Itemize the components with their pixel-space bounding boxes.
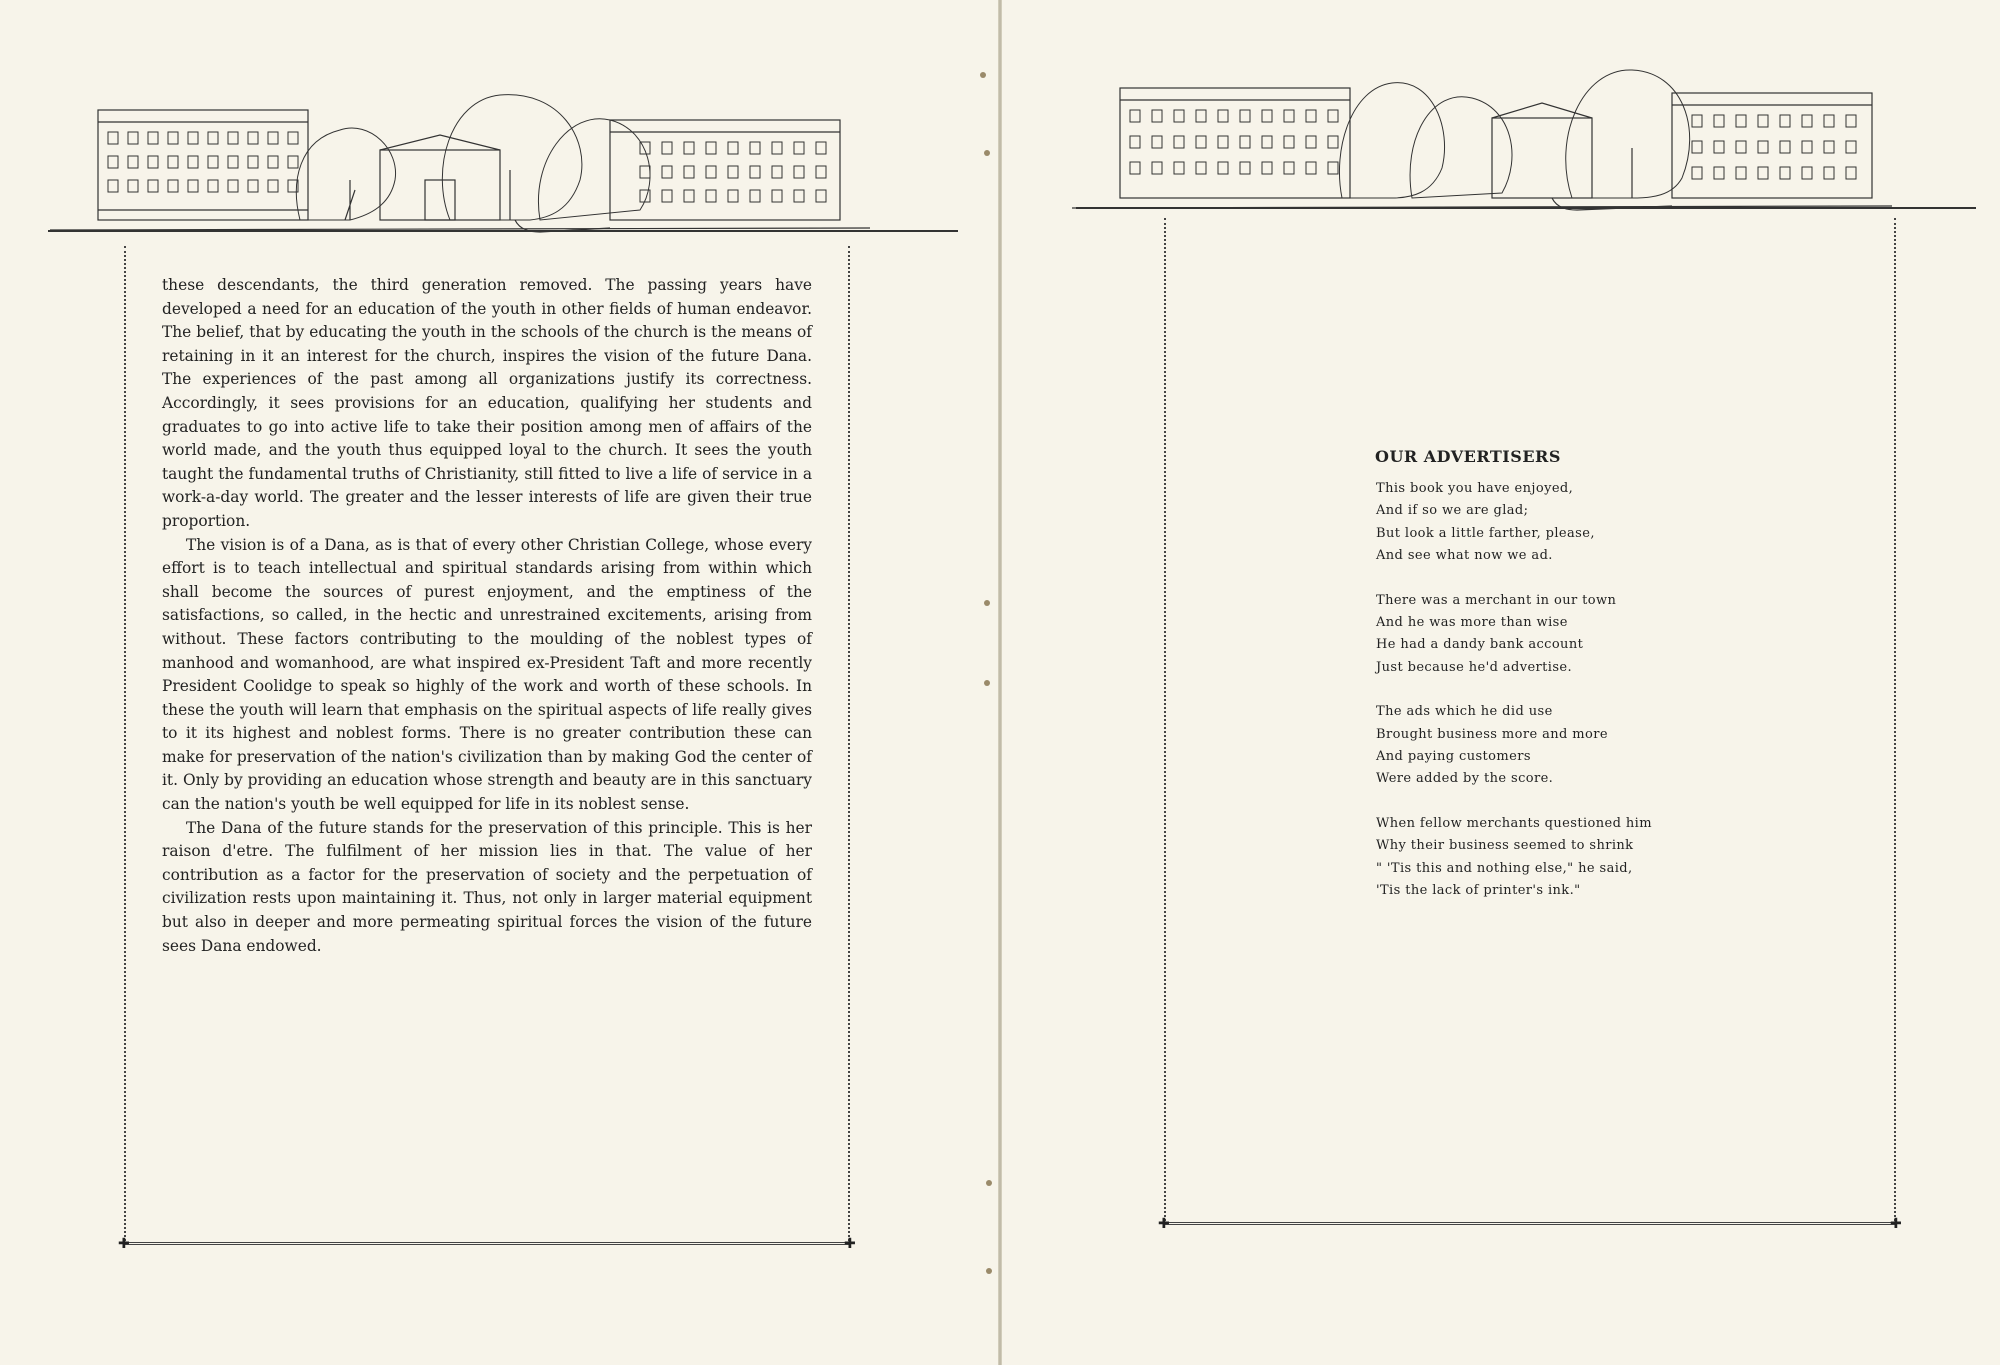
page-title: OUR ADVERTISERS	[1375, 447, 1561, 466]
binding-hole	[984, 680, 990, 686]
poem-stanza	[1376, 478, 1696, 568]
poem-line: And see what now we ad.	[1376, 548, 1553, 564]
header-rule	[48, 230, 958, 232]
corner-ornament-icon: ✚	[844, 1236, 856, 1252]
poem-line: And if so we are glad;	[1376, 503, 1529, 519]
poem-line: Brought business more and more	[1376, 726, 1608, 742]
poem-line: And paying customers	[1376, 749, 1531, 765]
advertisers-poem	[1376, 478, 1696, 925]
binding-hole	[984, 600, 990, 606]
poem-stanza	[1376, 813, 1696, 903]
corner-ornament-icon: ✚	[118, 1236, 130, 1252]
poem-stanza	[1376, 701, 1696, 791]
binding-hole	[984, 150, 990, 156]
poem-line: Just because he'd advertise.	[1376, 659, 1573, 675]
corner-ornament-icon: ✚	[1890, 1216, 1902, 1232]
poem-line: Why their business seemed to shrink	[1376, 838, 1634, 854]
binding-hole	[980, 72, 986, 78]
paragraph: The Dana of the future stands for the preservation of this principle. This is her raison d'etre. The fulfilment of her mission lies in that. The value of her contribution as a factor for the preservation of society and the perpetuation of civilization rests upon maintaining it. Thus, not only in larger material equipment but also in deeper and more permeating spiritual forces the vision of the future sees Dana endowed.	[162, 818, 812, 955]
binding-hole	[986, 1268, 992, 1274]
essay-text	[162, 274, 812, 958]
campus-illustration	[1072, 48, 1892, 228]
campus-illustration	[50, 60, 870, 240]
poem-line: There was a merchant in our town	[1376, 592, 1617, 608]
poem-line: " 'Tis this and nothing else," he said,	[1376, 860, 1633, 876]
poem-line: Were added by the score.	[1376, 771, 1554, 787]
paragraph: The vision is of a Dana, as is that of every other Christian College, whose every effort is to teach intellectual and spiritual standards arising from within which shall become the sources of purest enjoyment, and the emptiness of the satisfactions, so called, in the hectic and unrestrained excitements, arising from without. These factors contributing to the moulding of the noblest types of manhood and womanhood, are what inspired ex-President Taft and more recently President Coolidge to speak so highly of the work and worth of these schools. In these the youth will learn that emphasis on the spiritual aspects of life really gives to it its highest and noblest forms. There is no greater contribution these can make for preservation of the nation's civilization than by making God the center of it. Only by providing an education whose strength and beauty are in this sanctuary can the nation's youth be well equipped for life in its noblest sense.	[162, 535, 812, 814]
poem-line: But look a little farther, please,	[1376, 525, 1595, 541]
left-page	[0, 0, 998, 1365]
poem-line: He had a dandy bank account	[1376, 637, 1584, 653]
poem-line: This book you have enjoyed,	[1376, 481, 1574, 496]
paragraph: these descendants, the third generation removed. The passing years have developed a need for an education of the youth in other fields of human endeavor. The belief, that by educating the youth in the schools of the church is the means of retaining in it an interest for the church, inspires the vision of the future Dana. The experiences of the past among all organizations justify its correctness. Accordingly, it sees provisions for an education, qualifying her students and graduates to go into active life to take their position among men of affairs of the world made, and the youth thus equipped loyal to the church. It sees the youth taught the fundamental truths of Christianity, still fitted to live a life of service in a work-a-day world. The greater and the lesser interests of life are given their true proportion.	[162, 276, 812, 530]
corner-ornament-icon: ✚	[1158, 1216, 1170, 1232]
poem-line: The ads which he did use	[1376, 704, 1553, 720]
header-rule	[1076, 207, 1976, 209]
poem-line: 'Tis the lack of printer's ink."	[1376, 883, 1581, 899]
binding-hole	[986, 1180, 992, 1186]
poem-line: And he was more than wise	[1376, 615, 1568, 631]
poem-stanza	[1376, 590, 1696, 680]
poem-line: When fellow merchants questioned him	[1376, 815, 1652, 831]
